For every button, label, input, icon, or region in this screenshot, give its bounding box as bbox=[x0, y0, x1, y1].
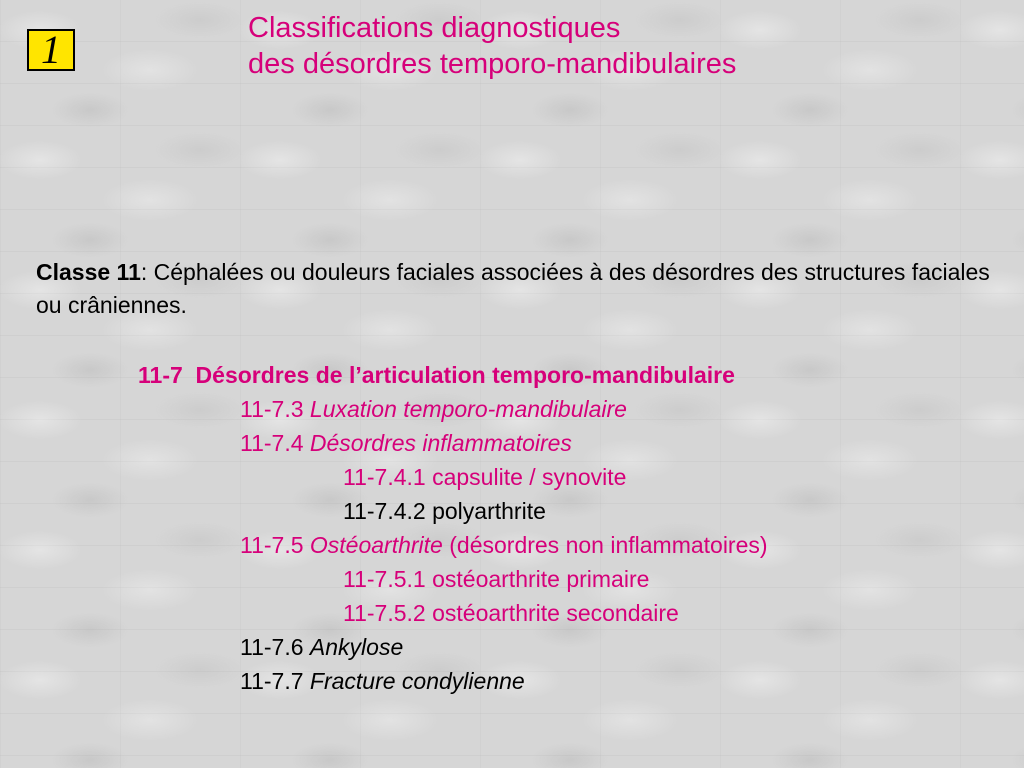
item-code: 11-7.4 bbox=[240, 430, 304, 456]
title-line-2: des désordres temporo-mandibulaires bbox=[248, 48, 737, 80]
item-text: Fracture condylienne bbox=[309, 668, 525, 694]
list-item bbox=[0, 596, 1024, 630]
page-title bbox=[248, 10, 736, 82]
item-extra: (désordres non inflammatoires) bbox=[442, 532, 768, 558]
title-line-1: Classifications diagnostiques bbox=[248, 12, 621, 44]
class-description bbox=[36, 256, 996, 322]
item-text: capsulite / synovite bbox=[432, 464, 627, 490]
item-code: 11-7.5.1 bbox=[343, 566, 426, 592]
list-item bbox=[0, 528, 1024, 562]
item-code: 11-7.4.2 bbox=[343, 498, 426, 524]
list-item bbox=[0, 358, 1024, 392]
item-text: Ostéoarthrite bbox=[309, 532, 443, 558]
list-item bbox=[0, 460, 1024, 494]
item-text: Luxation temporo-mandibulaire bbox=[309, 396, 627, 422]
item-code: 11-7 bbox=[138, 362, 183, 388]
list-item bbox=[0, 630, 1024, 664]
item-code: 11-7.3 bbox=[240, 396, 304, 422]
item-code: 11-7.6 bbox=[240, 634, 304, 660]
item-text: Désordres de l’articulation temporo-mandibulaire bbox=[195, 362, 735, 388]
list-item bbox=[0, 562, 1024, 596]
class-text: : Céphalées ou douleurs faciales associées à des désordres des structures faciales ou crâniennes. bbox=[36, 259, 990, 318]
item-text: Désordres inflammatoires bbox=[309, 430, 572, 456]
item-code: 11-7.5.2 bbox=[343, 600, 426, 626]
item-code: 11-7.7 bbox=[240, 668, 304, 694]
item-code: 11-7.5 bbox=[240, 532, 304, 558]
item-code: 11-7.4.1 bbox=[343, 464, 426, 490]
classification-list bbox=[0, 358, 1024, 698]
item-text: polyarthrite bbox=[432, 498, 546, 524]
item-text: ostéoarthrite secondaire bbox=[432, 600, 679, 626]
item-text: ostéoarthrite primaire bbox=[432, 566, 650, 592]
item-text: Ankylose bbox=[309, 634, 404, 660]
slide-number-badge: 1 bbox=[27, 29, 75, 71]
list-item bbox=[0, 664, 1024, 698]
list-item bbox=[0, 426, 1024, 460]
class-label: Classe 11 bbox=[36, 259, 141, 285]
list-item bbox=[0, 494, 1024, 528]
list-item bbox=[0, 392, 1024, 426]
